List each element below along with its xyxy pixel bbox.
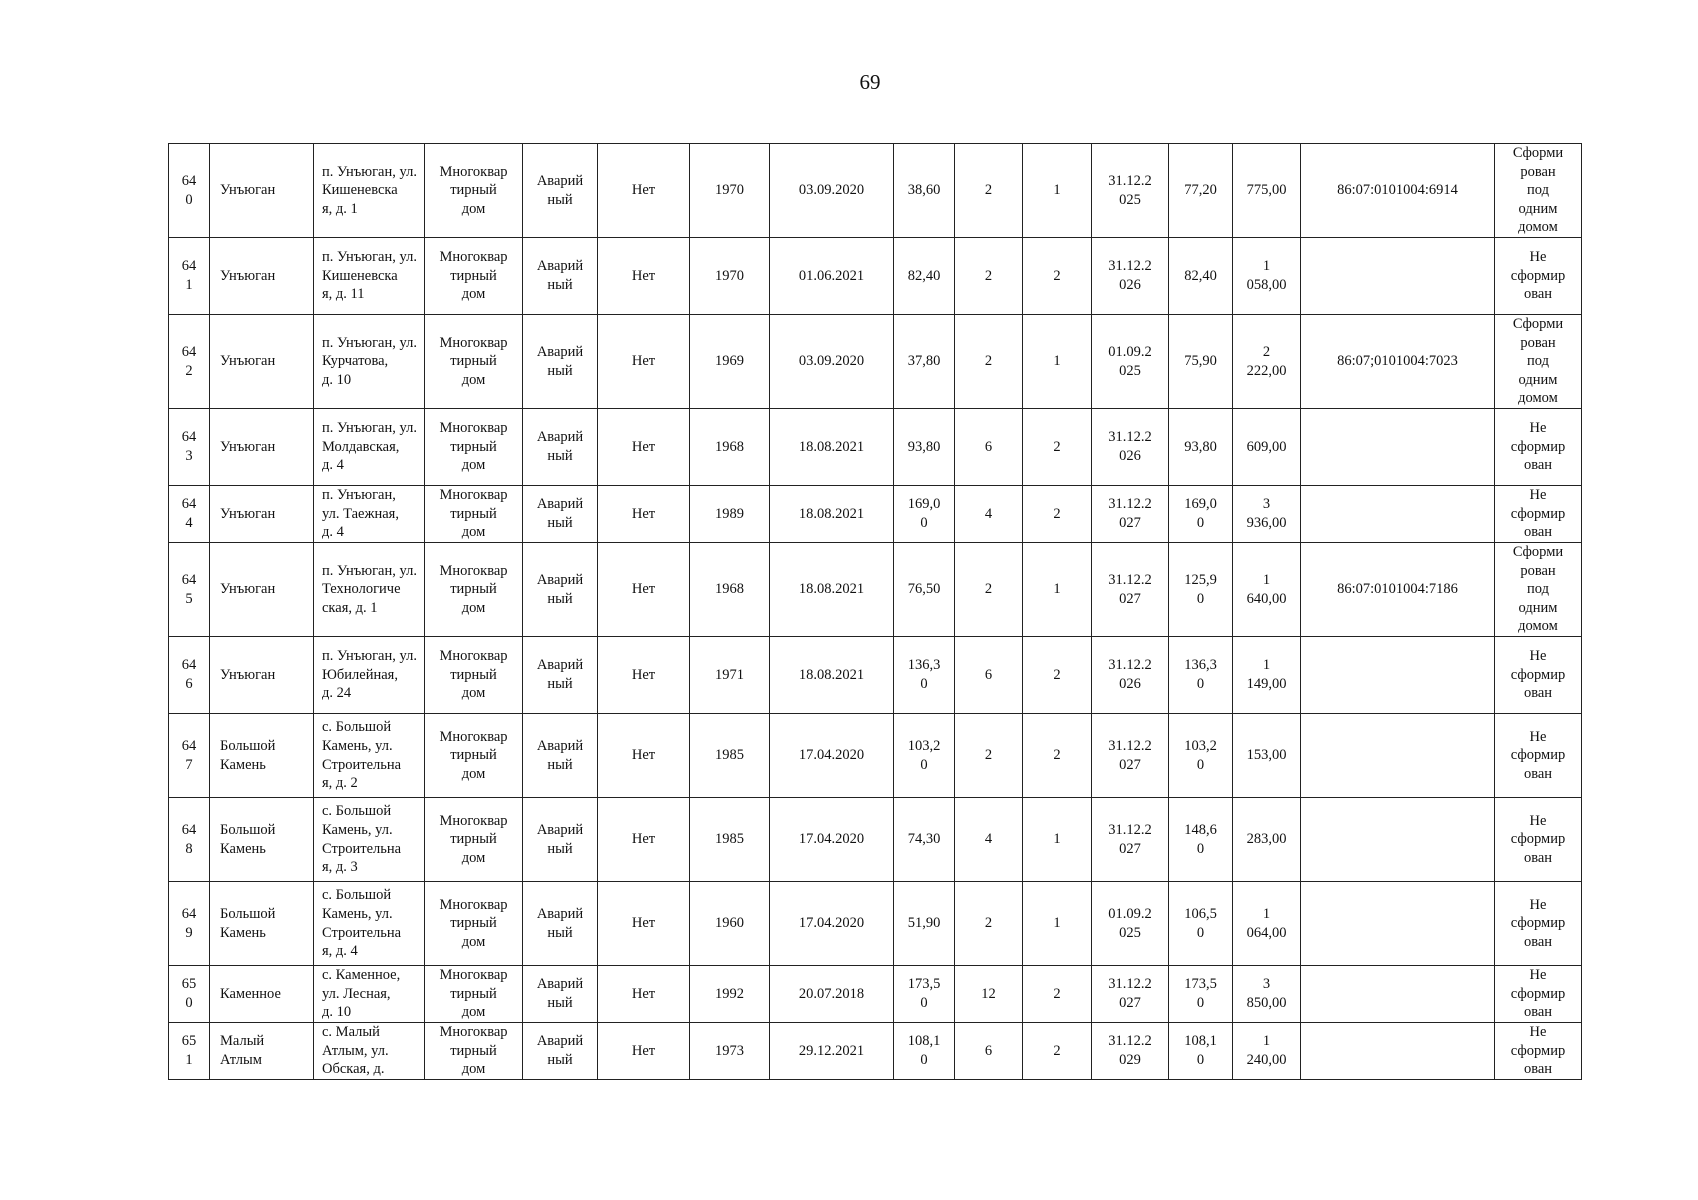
area-cell: 38,60 [894,144,955,238]
flag-cell: Нет [598,486,690,543]
flag-cell: Нет [598,798,690,882]
table-row [169,1023,1582,1080]
condition-cell: Аварий ный [523,882,598,966]
status-cell: Сформи рован под одним домом [1495,315,1582,409]
condition-cell: Аварий ный [523,144,598,238]
cadastral-number-cell [1301,1023,1495,1080]
year-cell: 1992 [690,966,770,1023]
table-row [169,882,1582,966]
area-cell: 82,40 [894,238,955,315]
cadastral-number-cell [1301,486,1495,543]
rooms-cell: 2 [1023,714,1092,798]
residents-cell: 6 [955,1023,1023,1080]
area-cell: 37,80 [894,315,955,409]
status-cell: Сформи рован под одним домом [1495,543,1582,637]
settlement-cell: Малый Атлым [210,1023,314,1080]
address-cell: с. Большой Камень, ул. Строительна я, д. 2 [314,714,425,798]
row-number: 64 9 [169,882,210,966]
settlement-cell: Унъюган [210,486,314,543]
year-cell: 1985 [690,714,770,798]
total-area-cell: 75,90 [1169,315,1233,409]
table-row [169,238,1582,315]
table-row [169,543,1582,637]
address-cell: с. Каменное, ул. Лесная, д. 10 [314,966,425,1023]
address-cell: п. Унъюган, ул. Молдавская, д. 4 [314,409,425,486]
cost-cell: 609,00 [1233,409,1301,486]
flag-cell: Нет [598,882,690,966]
flag-cell: Нет [598,409,690,486]
rooms-cell: 2 [1023,486,1092,543]
building-type-cell: Многоквар тирный дом [425,882,523,966]
flag-cell: Нет [598,1023,690,1080]
settlement-cell: Унъюган [210,315,314,409]
table-row [169,144,1582,238]
total-area-cell: 93,80 [1169,409,1233,486]
table-row [169,486,1582,543]
table-row [169,409,1582,486]
cadastral-number-cell: 86:07;0101004:7023 [1301,315,1495,409]
deadline-cell: 01.09.2 025 [1092,882,1169,966]
total-area-cell: 108,1 0 [1169,1023,1233,1080]
status-cell: Не сформир ован [1495,966,1582,1023]
year-cell: 1985 [690,798,770,882]
date-cell: 20.07.2018 [770,966,894,1023]
deadline-cell: 31.12.2 027 [1092,966,1169,1023]
row-number: 64 5 [169,543,210,637]
housing-registry-table [168,143,1582,1080]
building-type-cell: Многоквар тирный дом [425,144,523,238]
total-area-cell: 136,3 0 [1169,637,1233,714]
year-cell: 1971 [690,637,770,714]
settlement-cell: Унъюган [210,238,314,315]
settlement-cell: Большой Камень [210,882,314,966]
table-row [169,966,1582,1023]
total-area-cell: 103,2 0 [1169,714,1233,798]
condition-cell: Аварий ный [523,238,598,315]
address-cell: п. Унъюган, ул. Кишеневска я, д. 1 [314,144,425,238]
residents-cell: 4 [955,798,1023,882]
building-type-cell: Многоквар тирный дом [425,714,523,798]
deadline-cell: 01.09.2 025 [1092,315,1169,409]
date-cell: 18.08.2021 [770,543,894,637]
rooms-cell: 1 [1023,882,1092,966]
rooms-cell: 2 [1023,238,1092,315]
date-cell: 03.09.2020 [770,144,894,238]
building-type-cell: Многоквар тирный дом [425,966,523,1023]
deadline-cell: 31.12.2 027 [1092,714,1169,798]
condition-cell: Аварий ный [523,966,598,1023]
row-number: 64 4 [169,486,210,543]
row-number: 64 3 [169,409,210,486]
residents-cell: 6 [955,409,1023,486]
flag-cell: Нет [598,637,690,714]
area-cell: 169,0 0 [894,486,955,543]
settlement-cell: Унъюган [210,144,314,238]
rooms-cell: 1 [1023,315,1092,409]
condition-cell: Аварий ный [523,714,598,798]
status-cell: Не сформир ован [1495,714,1582,798]
settlement-cell: Большой Камень [210,714,314,798]
total-area-cell: 169,0 0 [1169,486,1233,543]
date-cell: 17.04.2020 [770,714,894,798]
cost-cell: 1 058,00 [1233,238,1301,315]
total-area-cell: 82,40 [1169,238,1233,315]
building-type-cell: Многоквар тирный дом [425,486,523,543]
building-type-cell: Многоквар тирный дом [425,409,523,486]
flag-cell: Нет [598,714,690,798]
status-cell: Не сформир ован [1495,486,1582,543]
date-cell: 18.08.2021 [770,409,894,486]
building-type-cell: Многоквар тирный дом [425,1023,523,1080]
status-cell: Не сформир ован [1495,882,1582,966]
rooms-cell: 1 [1023,543,1092,637]
row-number: 65 0 [169,966,210,1023]
building-type-cell: Многоквар тирный дом [425,798,523,882]
table-row [169,637,1582,714]
date-cell: 18.08.2021 [770,486,894,543]
total-area-cell: 125,9 0 [1169,543,1233,637]
settlement-cell: Большой Камень [210,798,314,882]
year-cell: 1969 [690,315,770,409]
flag-cell: Нет [598,543,690,637]
rooms-cell: 2 [1023,966,1092,1023]
condition-cell: Аварий ный [523,486,598,543]
cadastral-number-cell [1301,798,1495,882]
address-cell: с. Большой Камень, ул. Строительна я, д. 4 [314,882,425,966]
area-cell: 93,80 [894,409,955,486]
date-cell: 17.04.2020 [770,798,894,882]
residents-cell: 2 [955,315,1023,409]
row-number: 64 8 [169,798,210,882]
status-cell: Сформи рован под одним домом [1495,144,1582,238]
date-cell: 03.09.2020 [770,315,894,409]
area-cell: 74,30 [894,798,955,882]
area-cell: 173,5 0 [894,966,955,1023]
total-area-cell: 148,6 0 [1169,798,1233,882]
deadline-cell: 31.12.2 026 [1092,238,1169,315]
cost-cell: 1 149,00 [1233,637,1301,714]
flag-cell: Нет [598,966,690,1023]
cost-cell: 283,00 [1233,798,1301,882]
deadline-cell: 31.12.2 027 [1092,486,1169,543]
page-number: 69 [859,70,881,94]
address-cell: п. Унъюган, ул. Таежная, д. 4 [314,486,425,543]
address-cell: п. Унъюган, ул. Технологиче ская, д. 1 [314,543,425,637]
rooms-cell: 1 [1023,144,1092,238]
settlement-cell: Унъюган [210,409,314,486]
cost-cell: 1 064,00 [1233,882,1301,966]
row-number: 64 0 [169,144,210,238]
year-cell: 1973 [690,1023,770,1080]
address-cell: с. Малый Атлым, ул. Обская, д. [314,1023,425,1080]
cost-cell: 3 850,00 [1233,966,1301,1023]
building-type-cell: Многоквар тирный дом [425,637,523,714]
address-cell: п. Унъюган, ул. Курчатова, д. 10 [314,315,425,409]
address-cell: п. Унъюган, ул. Юбилейная, д. 24 [314,637,425,714]
residents-cell: 6 [955,637,1023,714]
status-cell: Не сформир ован [1495,637,1582,714]
area-cell: 108,1 0 [894,1023,955,1080]
residents-cell: 2 [955,714,1023,798]
deadline-cell: 31.12.2 027 [1092,798,1169,882]
deadline-cell: 31.12.2 026 [1092,409,1169,486]
settlement-cell: Унъюган [210,543,314,637]
cadastral-number-cell [1301,714,1495,798]
table-row [169,798,1582,882]
year-cell: 1989 [690,486,770,543]
residents-cell: 2 [955,144,1023,238]
deadline-cell: 31.12.2 025 [1092,144,1169,238]
flag-cell: Нет [598,315,690,409]
condition-cell: Аварий ный [523,315,598,409]
building-type-cell: Многоквар тирный дом [425,543,523,637]
row-number: 64 1 [169,238,210,315]
row-number: 64 2 [169,315,210,409]
building-type-cell: Многоквар тирный дом [425,238,523,315]
year-cell: 1960 [690,882,770,966]
row-number: 64 6 [169,637,210,714]
cadastral-number-cell: 86:07:0101004:7186 [1301,543,1495,637]
flag-cell: Нет [598,144,690,238]
deadline-cell: 31.12.2 029 [1092,1023,1169,1080]
rooms-cell: 2 [1023,409,1092,486]
cadastral-number-cell [1301,637,1495,714]
year-cell: 1968 [690,543,770,637]
date-cell: 18.08.2021 [770,637,894,714]
residents-cell: 2 [955,543,1023,637]
cadastral-number-cell [1301,238,1495,315]
row-number: 64 7 [169,714,210,798]
cost-cell: 1 240,00 [1233,1023,1301,1080]
status-cell: Не сформир ован [1495,238,1582,315]
cost-cell: 1 640,00 [1233,543,1301,637]
condition-cell: Аварий ный [523,543,598,637]
year-cell: 1970 [690,238,770,315]
cadastral-number-cell [1301,882,1495,966]
table-row [169,714,1582,798]
date-cell: 17.04.2020 [770,882,894,966]
status-cell: Не сформир ован [1495,1023,1582,1080]
settlement-cell: Унъюган [210,637,314,714]
deadline-cell: 31.12.2 027 [1092,543,1169,637]
address-cell: п. Унъюган, ул. Кишеневска я, д. 11 [314,238,425,315]
date-cell: 29.12.2021 [770,1023,894,1080]
cadastral-number-cell: 86:07:0101004:6914 [1301,144,1495,238]
year-cell: 1970 [690,144,770,238]
cost-cell: 775,00 [1233,144,1301,238]
cadastral-number-cell [1301,966,1495,1023]
cost-cell: 2 222,00 [1233,315,1301,409]
status-cell: Не сформир ован [1495,409,1582,486]
total-area-cell: 77,20 [1169,144,1233,238]
year-cell: 1968 [690,409,770,486]
cadastral-number-cell [1301,409,1495,486]
address-cell: с. Большой Камень, ул. Строительна я, д. 3 [314,798,425,882]
date-cell: 01.06.2021 [770,238,894,315]
rooms-cell: 2 [1023,637,1092,714]
cost-cell: 3 936,00 [1233,486,1301,543]
total-area-cell: 173,5 0 [1169,966,1233,1023]
area-cell: 51,90 [894,882,955,966]
area-cell: 103,2 0 [894,714,955,798]
table-row [169,315,1582,409]
area-cell: 76,50 [894,543,955,637]
settlement-cell: Каменное [210,966,314,1023]
deadline-cell: 31.12.2 026 [1092,637,1169,714]
total-area-cell: 106,5 0 [1169,882,1233,966]
residents-cell: 4 [955,486,1023,543]
residents-cell: 12 [955,966,1023,1023]
flag-cell: Нет [598,238,690,315]
rooms-cell: 1 [1023,798,1092,882]
condition-cell: Аварий ный [523,798,598,882]
area-cell: 136,3 0 [894,637,955,714]
rooms-cell: 2 [1023,1023,1092,1080]
condition-cell: Аварий ный [523,637,598,714]
building-type-cell: Многоквар тирный дом [425,315,523,409]
condition-cell: Аварий ный [523,409,598,486]
row-number: 65 1 [169,1023,210,1080]
residents-cell: 2 [955,882,1023,966]
cost-cell: 153,00 [1233,714,1301,798]
condition-cell: Аварий ный [523,1023,598,1080]
residents-cell: 2 [955,238,1023,315]
status-cell: Не сформир ован [1495,798,1582,882]
